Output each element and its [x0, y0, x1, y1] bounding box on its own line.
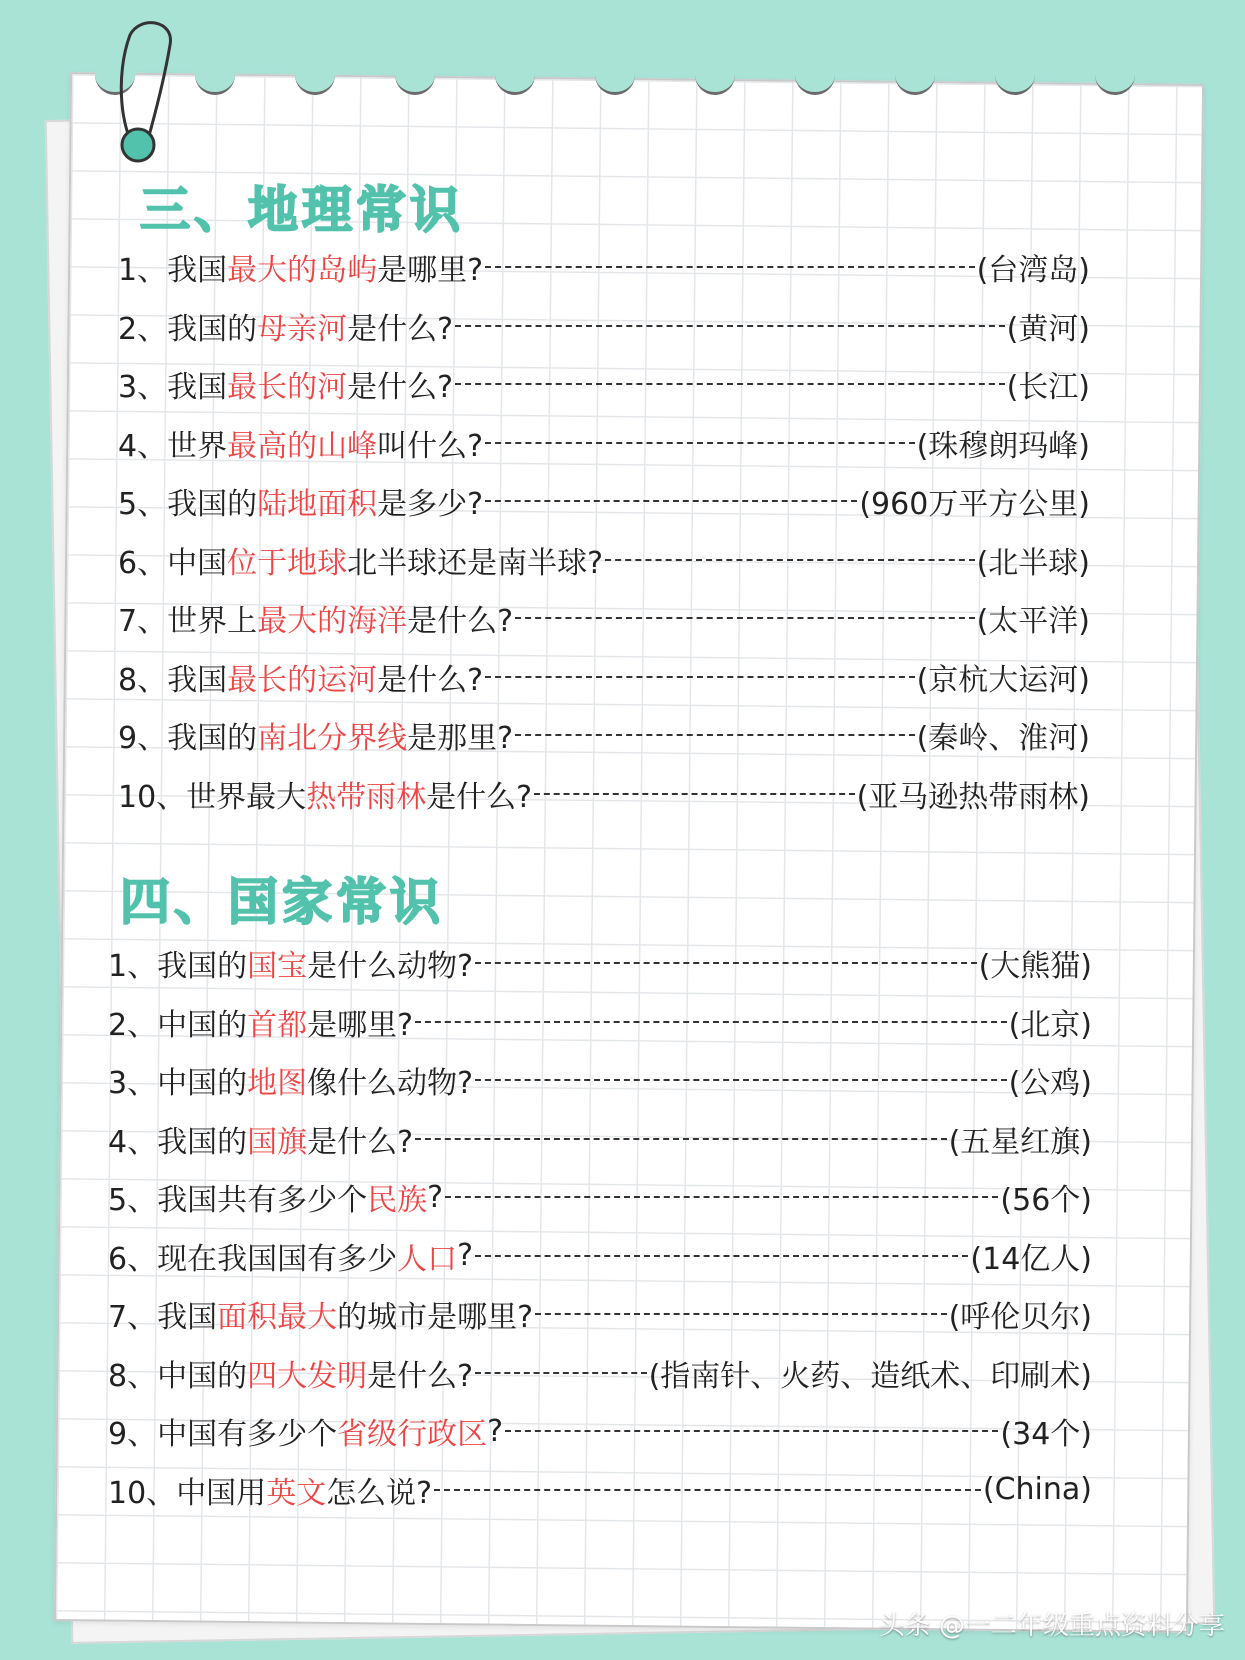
dashed-leader [485, 500, 857, 502]
question-text-suffix: 像什么动物? [307, 1066, 474, 1101]
dashed-leader [485, 266, 975, 268]
question-number: 2、 [118, 311, 168, 347]
question-text: 我国的 [167, 721, 258, 756]
geography-section-title: 三、地理常识 [140, 181, 464, 239]
question-text: 我国 [167, 253, 228, 288]
answer-text: (北京) [1008, 1007, 1092, 1043]
question-number: 6、 [118, 545, 168, 581]
question-text-suffix: 是什么? [407, 604, 514, 639]
question-highlight: 最大的岛屿 [227, 253, 378, 288]
question-number: 8、 [118, 662, 168, 698]
dashed-leader [475, 1255, 968, 1257]
answer-text: (34个) [1000, 1417, 1092, 1452]
question-number: 4、 [108, 1124, 158, 1160]
question-text: 我国 [157, 1300, 218, 1335]
answer-text: (14亿人) [970, 1241, 1092, 1277]
question-highlight: 四大发明 [247, 1358, 368, 1394]
question-highlight: 最长的运河 [227, 662, 378, 698]
dashed-leader [485, 442, 915, 444]
question-row [118, 593, 1090, 643]
dashed-leader [485, 676, 915, 678]
dashed-leader [505, 1430, 998, 1432]
question-highlight: 最长的河 [227, 370, 348, 405]
dashed-leader [475, 1372, 647, 1374]
question-row [108, 938, 1092, 988]
dashed-leader [515, 734, 915, 736]
spiral-hole [695, 62, 735, 95]
question-number: 10、 [108, 1475, 177, 1511]
dashed-leader [534, 793, 854, 795]
question-highlight: 民族 [367, 1183, 428, 1218]
question-text-suffix: ? [487, 1413, 504, 1449]
dashed-leader [515, 617, 975, 619]
question-row [118, 710, 1090, 760]
question-number: 10、 [118, 779, 187, 815]
dashed-leader [475, 1079, 1007, 1081]
question-row [118, 476, 1090, 526]
question-text-suffix: 是多少? [377, 487, 484, 522]
question-highlight: 最高的山峰 [227, 428, 378, 464]
question-text: 我国的 [157, 949, 248, 984]
question-text-suffix: 是什么? [377, 662, 484, 698]
question-text-suffix: 是哪里? [377, 253, 484, 288]
question-number: 9、 [118, 721, 168, 756]
answer-text: (呼伦贝尔) [948, 1300, 1092, 1335]
spiral-hole [495, 62, 535, 95]
dashed-leader [415, 1021, 1007, 1023]
dashed-leader [605, 559, 975, 561]
question-row [118, 242, 1090, 292]
question-number: 8、 [108, 1358, 158, 1394]
question-highlight: 陆地面积 [257, 487, 378, 522]
answer-text: (太平洋) [976, 604, 1090, 639]
dashed-leader [455, 325, 1005, 327]
spiral-hole [595, 62, 635, 95]
question-text-suffix: 北半球还是南半球? [347, 545, 604, 581]
question-row [108, 997, 1092, 1047]
question-text: 世界上 [167, 604, 258, 639]
question-text-suffix: 的城市是哪里? [337, 1300, 534, 1335]
question-row [108, 1465, 1092, 1515]
answer-text: (北半球) [976, 545, 1090, 581]
question-text: 中国的 [157, 1066, 248, 1101]
spiral-hole [195, 62, 235, 95]
question-text: 世界最大 [186, 779, 307, 815]
dashed-leader [535, 1313, 947, 1315]
question-number: 1、 [108, 949, 158, 984]
question-row [118, 652, 1090, 702]
question-highlight: 位于地球 [227, 545, 348, 581]
question-number: 4、 [118, 428, 168, 464]
question-highlight: 面积最大 [217, 1300, 338, 1335]
question-highlight: 最大的海洋 [257, 604, 408, 639]
question-number: 3、 [118, 370, 168, 405]
question-text-suffix: 是什么? [347, 370, 454, 405]
question-number: 5、 [118, 487, 168, 522]
question-text-suffix: ? [457, 1238, 474, 1273]
question-text: 中国有多少个 [157, 1417, 338, 1452]
question-row [108, 1289, 1092, 1339]
question-row [118, 418, 1090, 468]
question-number: 6、 [108, 1241, 158, 1277]
answer-text: (秦岭、淮河) [916, 721, 1090, 756]
question-row [118, 769, 1090, 819]
question-row [108, 1055, 1092, 1105]
dashed-leader [445, 1196, 998, 1198]
question-text-suffix: 是什么? [307, 1124, 414, 1160]
question-highlight: 国旗 [247, 1124, 308, 1160]
question-text-suffix: 是什么? [426, 779, 533, 815]
question-highlight: 热带雨林 [306, 779, 427, 815]
dashed-leader [434, 1489, 981, 1491]
dashed-leader [475, 962, 977, 964]
answer-text: (黄河) [1006, 311, 1090, 347]
question-text: 我国的 [167, 311, 258, 347]
question-text: 我国共有多少个 [157, 1183, 368, 1218]
question-text-suffix: 是那里? [407, 721, 514, 756]
question-row [108, 1231, 1092, 1281]
spiral-hole [395, 62, 435, 95]
question-text-suffix: ? [427, 1179, 444, 1215]
answer-text: (京杭大运河) [916, 662, 1090, 698]
question-number: 3、 [108, 1066, 158, 1101]
spiral-hole [895, 62, 935, 95]
dashed-leader [455, 383, 1005, 385]
question-highlight: 首都 [247, 1007, 308, 1043]
answer-text: (五星红旗) [948, 1124, 1092, 1160]
question-text-suffix: 是什么? [367, 1358, 474, 1394]
question-text: 现在我国国有多少 [157, 1241, 398, 1277]
question-text-suffix: 怎么说? [326, 1475, 433, 1511]
question-text-suffix: 是什么动物? [307, 949, 474, 984]
question-text: 我国 [167, 370, 228, 405]
question-text: 中国的 [157, 1007, 248, 1043]
question-highlight: 母亲河 [257, 311, 348, 347]
question-text-suffix: 叫什么? [377, 428, 484, 464]
spiral-hole [1095, 62, 1135, 95]
question-number: 7、 [108, 1300, 158, 1335]
question-text: 我国的 [167, 487, 258, 522]
spiral-hole [795, 62, 835, 95]
question-row [118, 301, 1090, 351]
question-number: 9、 [108, 1417, 158, 1452]
question-text: 中国用 [176, 1475, 267, 1511]
question-highlight: 国宝 [247, 949, 308, 984]
question-row [108, 1172, 1092, 1222]
answer-text: (珠穆朗玛峰) [916, 428, 1090, 464]
answer-text: (指南针、火药、造纸术、印刷术) [648, 1358, 1092, 1394]
question-text: 中国 [167, 545, 228, 581]
answer-text: (China) [982, 1472, 1092, 1507]
question-number: 5、 [108, 1183, 158, 1218]
watermark: 头条 @一二年级重点资料分享 [878, 1611, 1225, 1641]
question-row [108, 1406, 1092, 1456]
question-row [118, 535, 1090, 585]
question-highlight: 南北分界线 [257, 721, 408, 756]
dashed-leader [415, 1138, 947, 1140]
question-text: 我国的 [157, 1124, 248, 1160]
answer-text: (亚马逊热带雨林) [856, 779, 1090, 815]
question-highlight: 地图 [247, 1066, 308, 1101]
spiral-holes [95, 62, 1175, 102]
answer-text: (56个) [1000, 1183, 1092, 1218]
question-number: 1、 [118, 253, 168, 288]
answer-text: (960万平方公里) [859, 487, 1090, 522]
question-number: 2、 [108, 1007, 158, 1043]
question-row [118, 359, 1090, 409]
question-text-suffix: 是什么? [347, 311, 454, 347]
question-text: 世界 [167, 428, 228, 464]
question-row [108, 1348, 1092, 1398]
question-highlight: 英文 [266, 1475, 327, 1511]
spiral-hole [295, 62, 335, 95]
question-number: 7、 [118, 604, 168, 639]
question-row [108, 1114, 1092, 1164]
question-highlight: 人口 [397, 1241, 458, 1277]
question-text-suffix: 是哪里? [307, 1007, 414, 1043]
country-section-title: 四、国家常识 [120, 873, 444, 931]
answer-text: (台湾岛) [976, 253, 1090, 288]
question-text: 我国 [167, 662, 228, 698]
spiral-hole [995, 62, 1035, 95]
answer-text: (公鸡) [1008, 1066, 1092, 1101]
answer-text: (大熊猫) [978, 949, 1092, 984]
question-highlight: 省级行政区 [337, 1417, 488, 1452]
question-text: 中国的 [157, 1358, 248, 1394]
paper-clip-icon [100, 15, 190, 175]
answer-text: (长江) [1006, 370, 1090, 405]
